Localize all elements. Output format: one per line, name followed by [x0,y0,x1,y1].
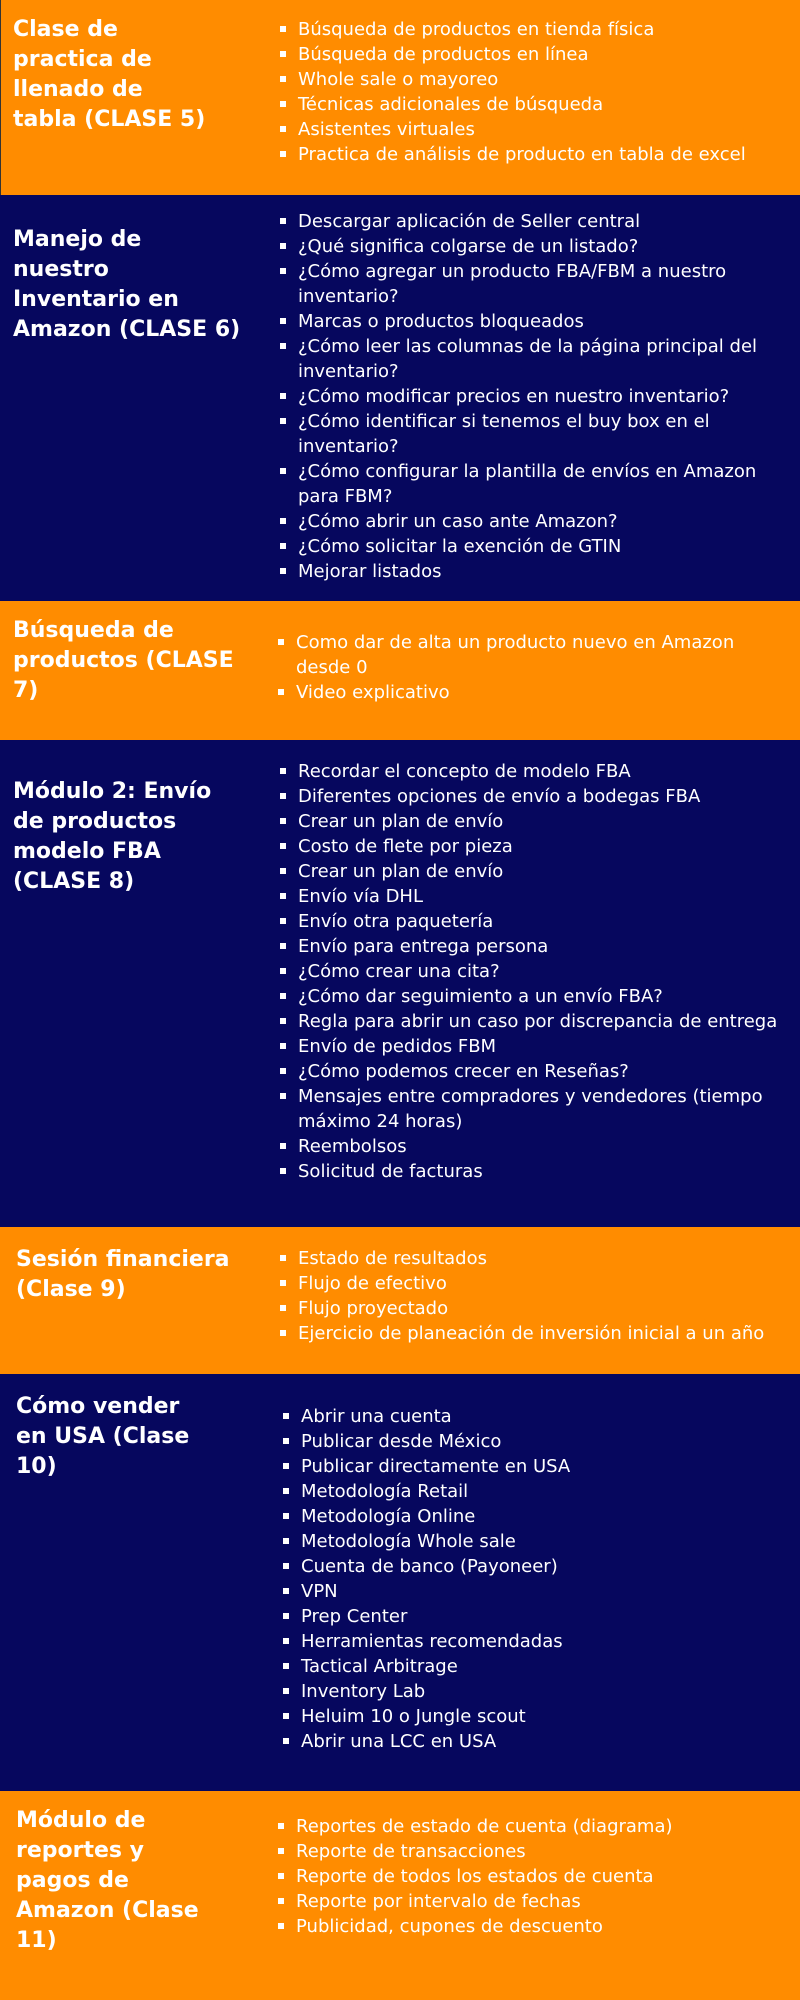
list-item: Abrir una LCC en USA [281,1729,790,1754]
section-list [278,209,790,584]
list-item: Metodología Online [281,1504,790,1529]
section-title: Módulo 2: Envío de productos modelo FBA (CLASE 8) [13,779,212,894]
list-item: ¿Cómo leer las columnas de la página principal del inventario? [278,334,790,384]
list-item: Mejorar listados [278,559,790,584]
left-border [0,0,1,195]
list-item: ¿Cómo podemos crecer en Reseñas? [278,1059,790,1084]
list-item: Publicidad, cupones de descuento [276,1914,790,1939]
section-title: Módulo de reportes y pagos de Amazon (Clase 11) [16,1808,199,1953]
list-item: ¿Cómo dar seguimiento a un envío FBA? [278,984,790,1009]
section-clase-6 [0,195,800,601]
list-item: Envío de pedidos FBM [278,1034,790,1059]
list-item: Ejercicio de planeación de inversión inicial a un año [278,1321,790,1346]
section-title: Búsqueda de productos (CLASE 7) [13,618,234,703]
section-clase-9 [0,1227,800,1374]
list-item: Búsqueda de productos en línea [278,42,788,67]
list-item: Heluim 10 o Jungle scout [281,1704,790,1729]
list-item: Crear un plan de envío [278,809,790,834]
list-item: Whole sale o mayoreo [278,67,788,92]
list-item: Diferentes opciones de envío a bodegas FBA [278,784,790,809]
section-list [278,1246,790,1346]
list-item: Búsqueda de productos en tienda física [278,17,788,42]
list-item: ¿Qué significa colgarse de un listado? [278,234,790,259]
list-item: ¿Cómo identificar si tenemos el buy box en el inventario? [278,409,790,459]
list-item: Tactical Arbitrage [281,1654,790,1679]
section-list [278,17,788,167]
list-item: Costo de flete por pieza [278,834,790,859]
list-item: Prep Center [281,1604,790,1629]
list-item: Envío otra paquetería [278,909,790,934]
list-item: Inventory Lab [281,1679,790,1704]
section-title: Sesión financiera (Clase 9) [16,1247,230,1302]
list-item: Descargar aplicación de Seller central [278,209,790,234]
list-item: Video explicativo [276,680,792,705]
list-item: ¿Cómo configurar la plantilla de envíos en Amazon para FBM? [278,459,790,509]
section-clase-11 [0,1791,800,2000]
list-item: ¿Cómo crear una cita? [278,959,790,984]
section-list [281,1404,790,1754]
section-list [276,630,792,705]
list-item: Técnicas adicionales de búsqueda [278,92,788,117]
list-item: Reembolsos [278,1134,790,1159]
list-item: Regla para abrir un caso por discrepancia de entrega [278,1009,790,1034]
list-item: Envío para entrega persona [278,934,790,959]
list-item: Flujo de efectivo [278,1271,790,1296]
section-title: Clase de practica de llenado de tabla (CLASE 5) [13,17,206,132]
list-item: Asistentes virtuales [278,117,788,142]
list-item: Metodología Whole sale [281,1529,790,1554]
list-item: Cuenta de banco (Payoneer) [281,1554,790,1579]
list-item: Envío vía DHL [278,884,790,909]
list-item: ¿Cómo modificar precios en nuestro inventario? [278,384,790,409]
list-item: Marcas o productos bloqueados [278,309,790,334]
list-item: Herramientas recomendadas [281,1629,790,1654]
list-item: Crear un plan de envío [278,859,790,884]
list-item: Flujo proyectado [278,1296,790,1321]
list-item: Como dar de alta un producto nuevo en Amazon desde 0 [276,630,792,680]
list-item: ¿Cómo abrir un caso ante Amazon? [278,509,790,534]
list-item: ¿Cómo agregar un producto FBA/FBM a nuestro inventario? [278,259,790,309]
section-clase-10 [0,1374,800,1791]
list-item: Practica de análisis de producto en tabla de excel [278,142,788,167]
list-item: Estado de resultados [278,1246,790,1271]
list-item: Reporte de todos los estados de cuenta [276,1864,790,1889]
section-clase-5 [0,0,800,195]
list-item: Reporte por intervalo de fechas [276,1889,790,1914]
list-item: ¿Cómo solicitar la exención de GTIN [278,534,790,559]
list-item: Metodología Retail [281,1479,790,1504]
section-list [276,1814,790,1939]
list-item: Recordar el concepto de modelo FBA [278,759,790,784]
section-clase-7 [0,601,800,740]
section-title: Manejo de nuestro Inventario en Amazon (CLASE 6) [13,227,241,342]
section-list [278,759,790,1184]
list-item: Publicar directamente en USA [281,1454,790,1479]
list-item: Reportes de estado de cuenta (diagrama) [276,1814,790,1839]
section-clase-8 [0,740,800,1227]
list-item: Mensajes entre compradores y vendedores (tiempo máximo 24 horas) [278,1084,790,1134]
list-item: Abrir una cuenta [281,1404,790,1429]
list-item: VPN [281,1579,790,1604]
list-item: Reporte de transacciones [276,1839,790,1864]
list-item: Publicar desde México [281,1429,790,1454]
list-item: Solicitud de facturas [278,1159,790,1184]
section-title: Cómo vender en USA (Clase 10) [16,1394,190,1479]
